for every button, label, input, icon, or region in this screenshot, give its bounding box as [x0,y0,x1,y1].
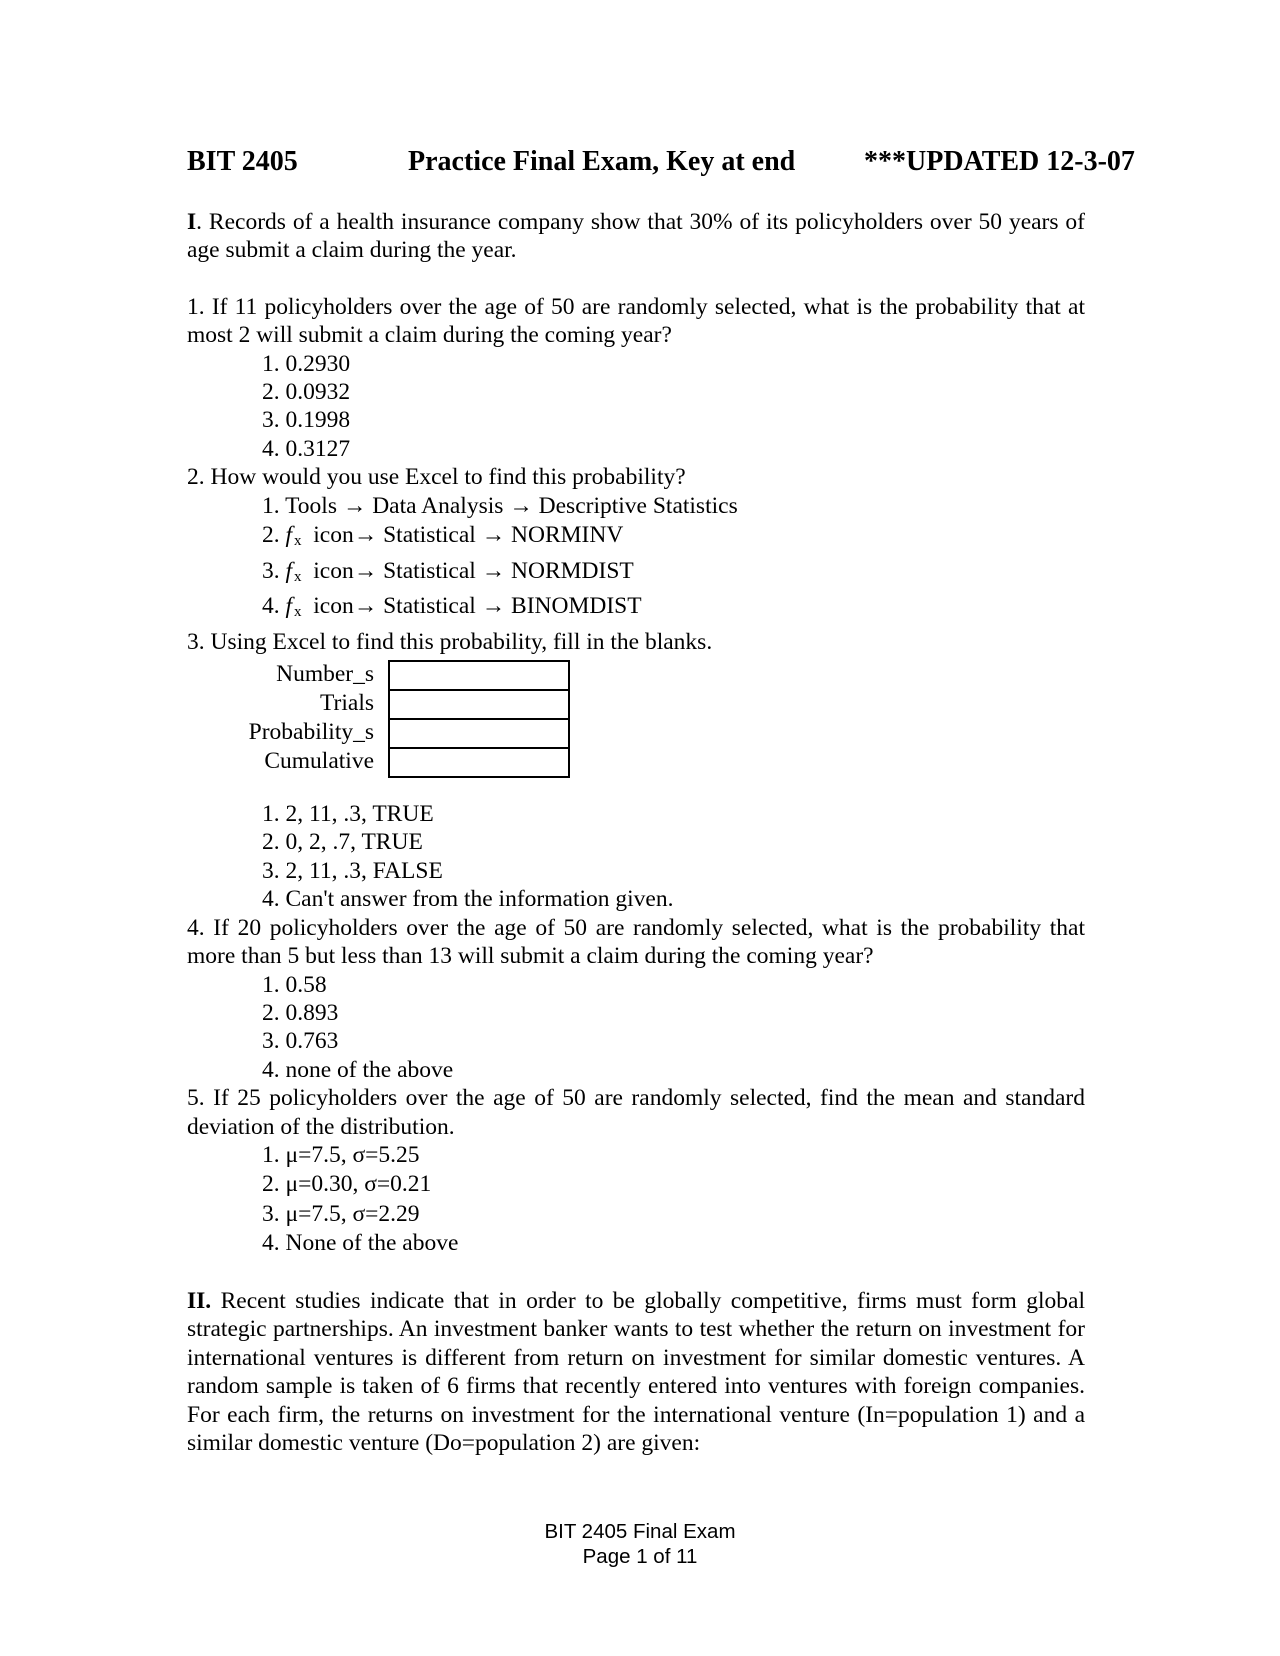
question-1-option-2: 2. 0.0932 [262,379,351,406]
updated-note: ***UPDATED 12-3-07 [864,146,1135,177]
question-1-option-4: 4. 0.3127 [262,435,351,462]
exam-body [187,208,1085,1457]
fill-in-blanks-table [187,658,1085,778]
question-1-option-1: 1. 0.2930 [262,350,351,377]
section-2-intro [187,1287,1085,1457]
question-5: 5. If 25 policyholders over the age of 50 are randomly selected, find the mean and standard deviation of the distribution. [187,1085,1085,1140]
question-3-option-1: 1. 2, 11, .3, TRUE [262,801,434,828]
blank-box [388,689,570,720]
blank-box [388,660,570,691]
blank-row-cumulative [187,747,587,776]
blank-row-number-s [187,660,587,689]
section-1-numeral: I [187,209,197,235]
question-3-options [262,800,1085,914]
question-4-options [262,971,1085,1085]
section-2-intro-text: Recent studies indicate that in order to be globally competitive, firms must form global strategic partnerships. An investment banker wants to test whether the return on investment for international ventures is different from return on investment for similar domestic ventures. A random sample is taken of 6 firms that recently entered into ventures with foreign companies. For each firm, the returns on investment for the international venture (In=population 1) and a similar domestic venture (Do=population 2) are given: [187,1287,1085,1456]
fx-icon: f $_x$ [285,593,302,621]
fx-icon: f $_x$ [285,522,302,550]
course-code: BIT 2405 [187,146,298,177]
question-4-option-1: 1. 0.58 [262,971,327,998]
question-4-option-3: 3. 0.763 [262,1028,339,1055]
footer-exam-name: BIT 2405 Final Exam [544,1520,736,1543]
blank-box [388,747,570,778]
page-header [187,146,1147,180]
section-1-intro [187,208,1085,265]
question-3-option-2: 2. 0, 2, .7, TRUE [262,829,423,856]
question-4-option-4: 4. none of the above [262,1056,454,1083]
question-3-option-4: 4. Can't answer from the information given. [262,886,674,913]
section-1-intro-text: . Records of a health insurance company show that 30% of its policyholders over 50 years of age submit a claim during the year. [187,209,1085,264]
question-2-option-2: 2. f $_x$ icon→ Statistical → NORMINV [262,522,624,550]
fx-icon: f $_x$ [285,557,302,585]
page-footer [0,1519,1280,1569]
question-4: 4. If 20 policyholders over the age of 50 are randomly selected, what is the probability that more than 5 but less than 13 will submit a claim during the coming year? [187,914,1085,970]
question-3: 3. Using Excel to find this probability, fill in the blanks. [187,628,713,655]
footer-page-number: Page 1 of 11 [582,1545,698,1568]
question-4-option-2: 2. 0.893 [262,999,339,1026]
question-2-option-3: 3. f $_x$ icon→ Statistical → NORMDIST [262,557,634,585]
blank-label: Trials [320,690,374,717]
blank-label: Probability_s [248,719,374,746]
question-5-options [262,1141,1085,1259]
exam-title: Practice Final Exam, Key at end [408,146,796,177]
question-1-options [262,350,1085,464]
question-2-option-4: 4. f $_x$ icon→ Statistical → BINOMDIST [262,593,642,621]
question-2: 2. How would you use Excel to find this probability? [187,464,686,491]
question-5-option-4: 4. None of the above [262,1230,459,1257]
question-2-option-1: 1. Tools → Data Analysis → Descriptive Statistics [262,492,738,519]
blank-label: Number_s [276,661,374,688]
question-5-option-3: 3. μ=7.5, σ=2.29 [262,1200,420,1227]
question-1-option-3: 3. 0.1998 [262,407,351,434]
blank-box [388,718,570,749]
section-2-numeral: II. [187,1287,212,1314]
question-1: 1. If 11 policyholders over the age of 50 are randomly selected, what is the probability that at most 2 will submit a claim during the coming year? [187,293,1085,349]
blank-row-trials [187,689,587,718]
blank-row-probability-s [187,718,587,747]
blank-label: Cumulative [264,748,374,775]
question-2-options [262,492,1085,628]
question-3-option-3: 3. 2, 11, .3, FALSE [262,857,443,884]
question-5-option-2: 2. μ=0.30, σ=0.21 [262,1171,432,1198]
question-5-option-1: 1. μ=7.5, σ=5.25 [262,1141,420,1168]
